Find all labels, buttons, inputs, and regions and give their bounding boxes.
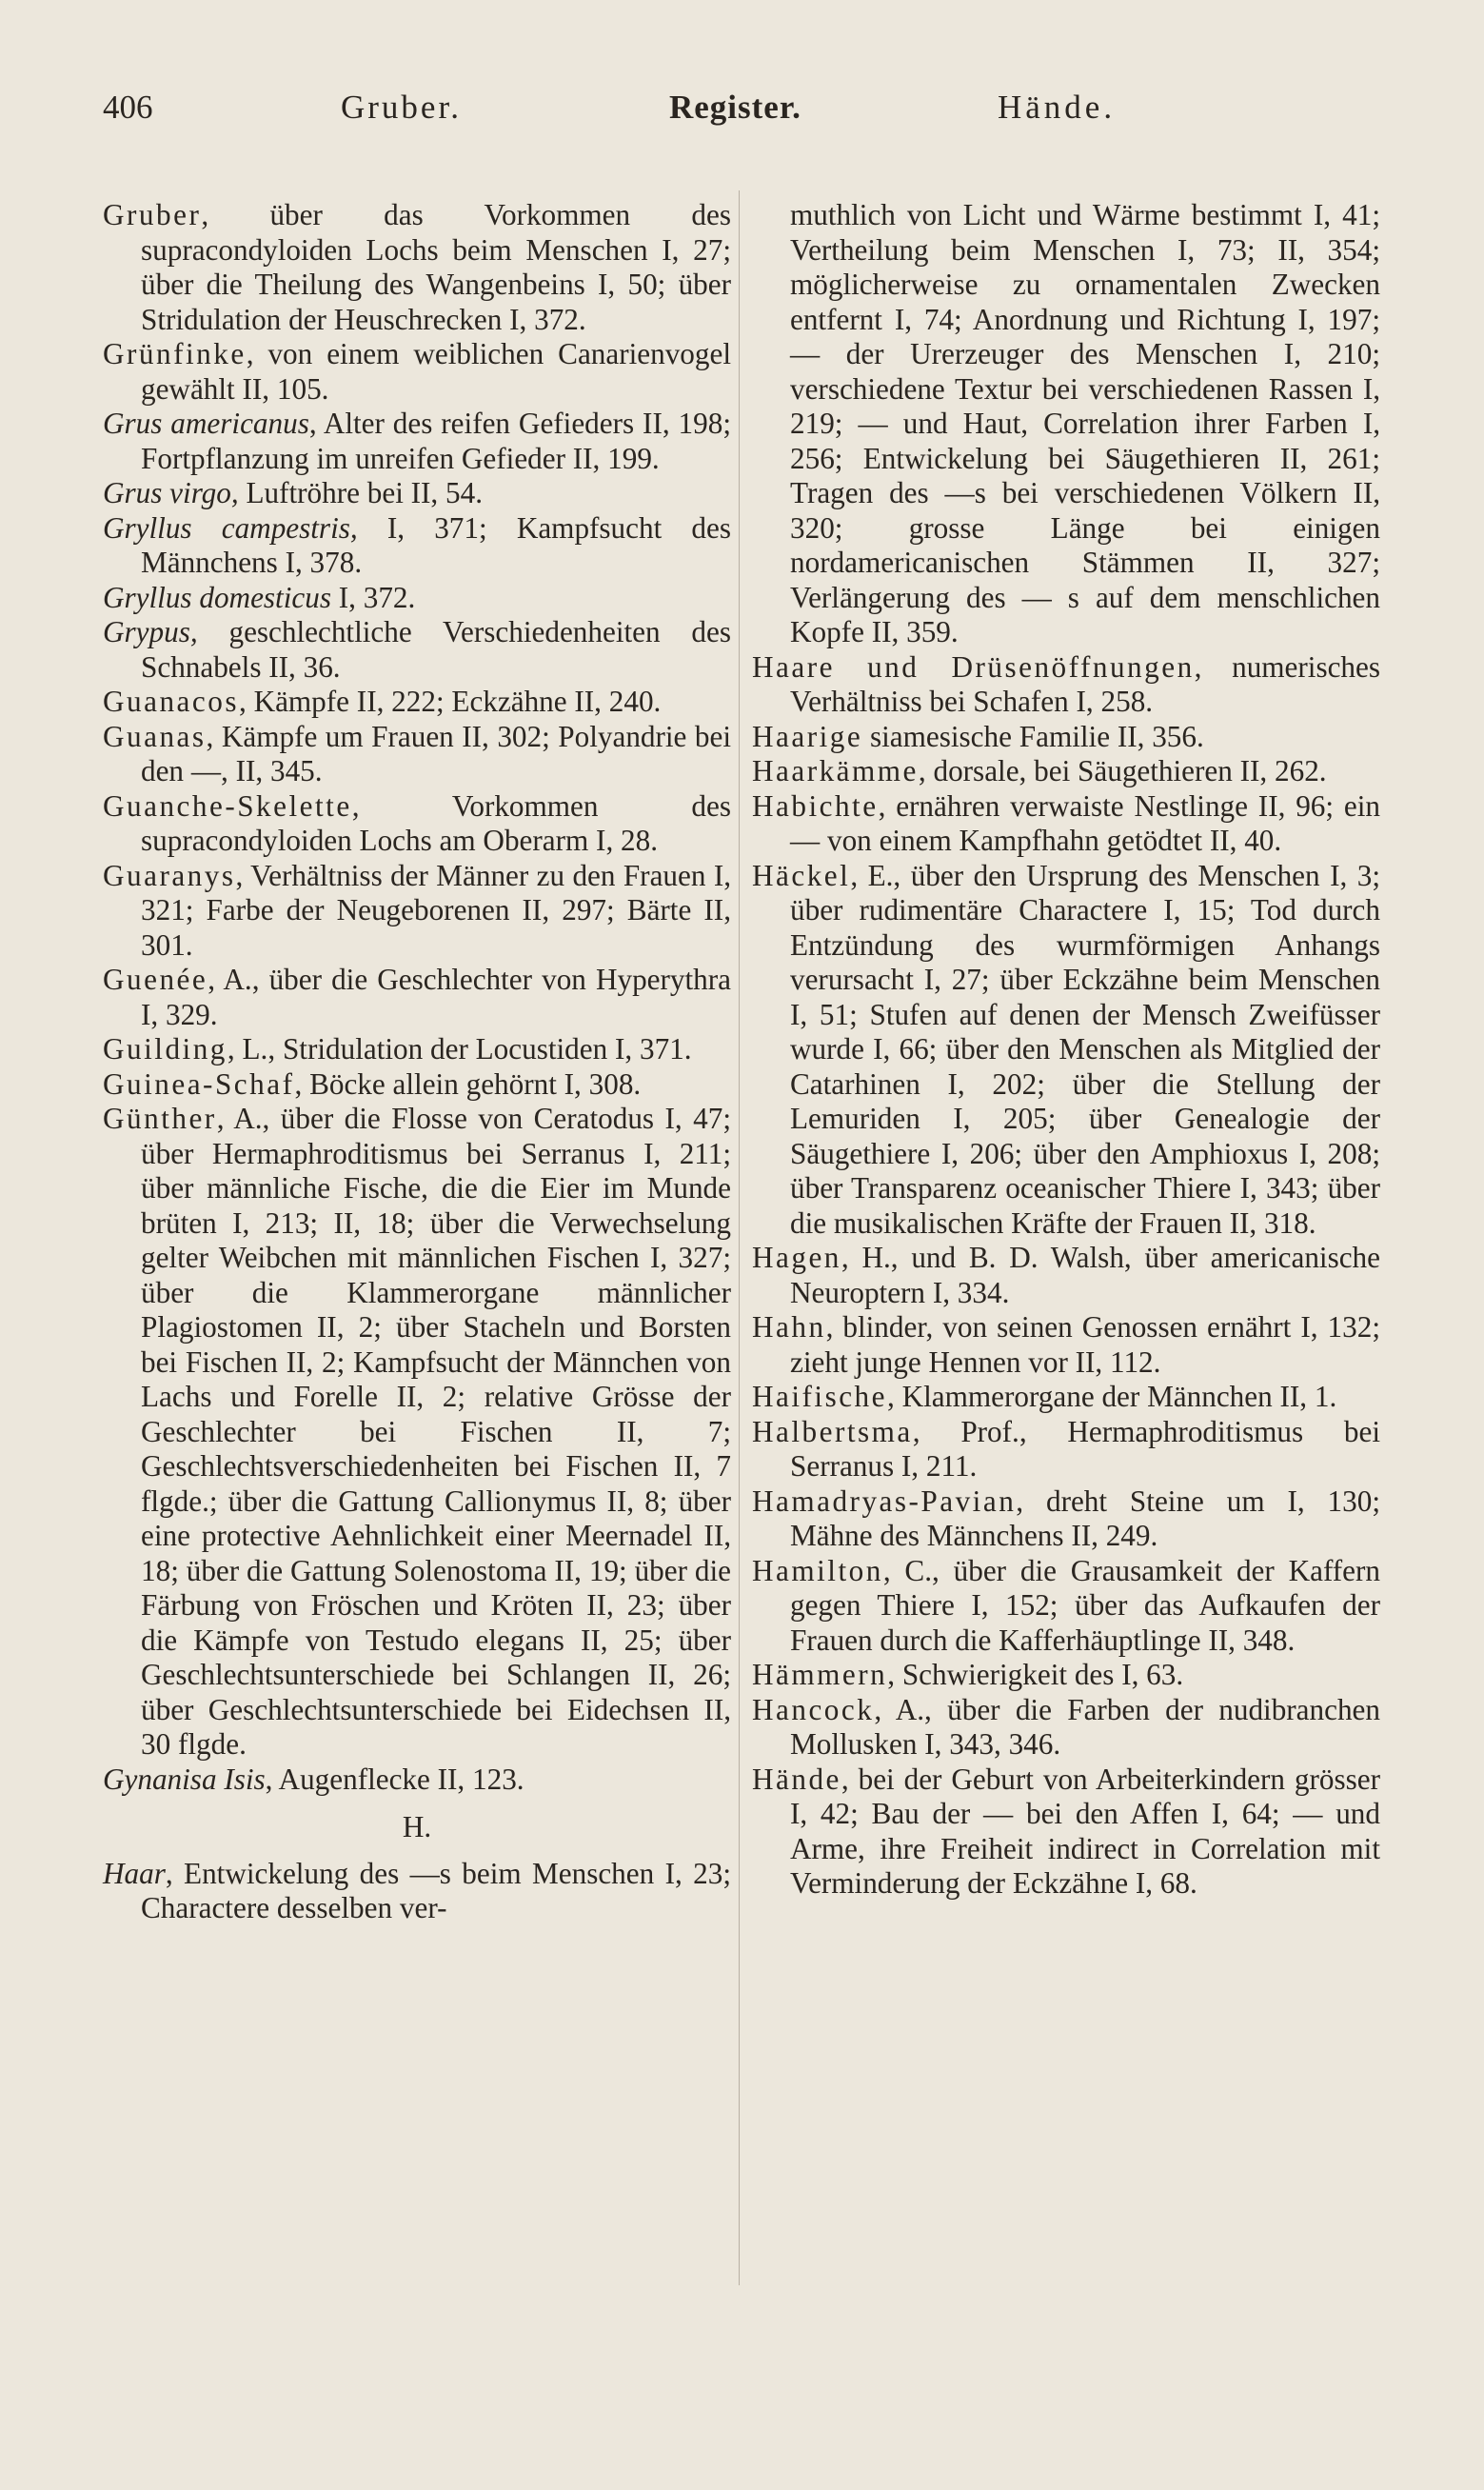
index-entry	[752, 720, 1380, 755]
entry-text: , numerisches Verhältniss bei Schafen I, 258.	[790, 649, 1380, 718]
entry-text: , H., und B. D. Walsh, über americanische Neuroptern I, 334.	[790, 1241, 1380, 1309]
entry-headword: Haar	[103, 1856, 166, 1890]
entry-headword: Haifische	[752, 1380, 887, 1413]
index-entry	[103, 963, 731, 1032]
index-entry	[103, 1032, 731, 1067]
index-entry	[752, 1415, 1380, 1484]
entry-text: , A., über die Geschlechter von Hyperythra I, 329.	[141, 963, 731, 1031]
header-right-term: Hände.	[998, 89, 1117, 126]
index-entry	[103, 337, 731, 407]
entry-text: , von einem weiblichen Canarienvogel gewählt II, 105.	[141, 337, 731, 406]
entry-headword: Grünfinke	[103, 337, 247, 370]
entry-headword: Guanas	[103, 719, 207, 753]
index-entry	[103, 407, 731, 476]
entry-text: , Prof., Hermaphroditismus bei Serranus I, 211.	[790, 1414, 1380, 1483]
entry-text: Luftröhre bei II, 54.	[238, 476, 484, 509]
right-column	[752, 198, 1380, 1902]
index-entry	[103, 685, 731, 720]
index-entry	[103, 511, 731, 581]
entry-headword: Grus virgo,	[103, 476, 239, 509]
entry-text: , L., Stridulation der Locustiden I, 371.	[227, 1032, 692, 1066]
entry-headword: Halbertsma	[752, 1414, 913, 1448]
index-entry	[752, 789, 1380, 859]
entry-text: , Klammerorgane der Männchen II, 1.	[887, 1380, 1337, 1413]
index-entry	[103, 789, 731, 859]
index-entry	[752, 754, 1380, 789]
page-number: 406	[103, 89, 153, 126]
index-entry	[103, 615, 731, 685]
entry-headword: Haarkämme	[752, 754, 919, 787]
entry-text: , Kämpfe um Frauen II, 302; Polyandrie bei den —, II, 345.	[141, 719, 731, 787]
index-entry	[752, 1380, 1380, 1415]
entry-headword: Gryllus domesticus	[103, 580, 331, 614]
entry-headword: Gryllus campestris,	[103, 510, 358, 545]
index-entry	[752, 1763, 1380, 1902]
entry-headword: Hämmern	[752, 1658, 888, 1691]
entry-headword: Guanche-Skelette	[103, 788, 352, 823]
entry-headword: Guanacos	[103, 685, 239, 718]
index-entry	[752, 1554, 1380, 1659]
entry-headword: Hände	[752, 1762, 841, 1796]
entry-headword: Guilding	[103, 1032, 228, 1066]
index-entry	[752, 1310, 1380, 1380]
entry-text: , dreht Steine um I, 130; Mähne des Männchens II, 249.	[790, 1484, 1380, 1552]
entry-headword: Grypus,	[103, 615, 198, 648]
index-entry	[103, 1102, 731, 1763]
entry-headword: Hancock	[752, 1692, 875, 1726]
index-entry	[752, 1241, 1380, 1310]
entry-text: muthlich von Licht und Wärme bestimmt I, 41; Vertheilung beim Menschen I, 73; II, 354; möglicherweise zu ornamentalen Zwecken entfernt I, 74; Anordnung und Richtung I, 197; — der Urerzeuger des Menschen I, 210; verschiedene Textur bei verschiedenen Rassen I, 219; — und Haut, Correlation ihrer Farben I, 256; Entwickelung bei Säugethieren II, 261; Tragen des —s bei verschiedenen Völkern II, 320; grosse Länge bei einigen nordamericanischen Stämmen II, 327; Verlängerung des — s auf dem menschlichen Kopfe II, 359.	[790, 198, 1380, 648]
header-left-term: Gruber.	[341, 89, 462, 126]
index-entry	[103, 859, 731, 964]
entry-headword: Günther	[103, 1102, 217, 1135]
entry-text: , Kämpfe II, 222; Eckzähne II, 240.	[238, 685, 662, 718]
entry-headword: Gynanisa Isis	[103, 1762, 266, 1796]
index-entry	[752, 859, 1380, 1242]
entry-text: , Entwickelung des —s beim Menschen I, 23; Charactere desselben ver-	[141, 1856, 731, 1924]
entry-headword: Hahn	[752, 1310, 826, 1344]
index-entry	[752, 1484, 1380, 1554]
entry-text: , Augenflecke II, 123.	[265, 1762, 524, 1796]
entry-text: geschlechtliche Verschiedenheiten des Schnabels II, 36.	[141, 615, 731, 684]
entry-headword: Hamilton	[752, 1553, 883, 1587]
entry-text: , Böcke allein gehörnt I, 308.	[294, 1066, 642, 1101]
index-entry	[103, 198, 731, 337]
entry-text: siamesische Familie II, 356.	[862, 719, 1204, 753]
entry-headword: Grus americanus	[103, 407, 309, 440]
entry-headword: Gruber	[103, 198, 202, 231]
entry-text: , A., über die Flosse von Ceratodus I, 47; über Hermaphroditismus bei Serranus I, 211; über männliche Fische, die die Eier im Munde brüten I, 213; II, 18; über die Verwechselung gelter Weibchen mit männlichen Fischen I, 327; über die Klammerorgane männlicher Plagiostomen II, 2; über Stacheln und Borsten bei Fischen II, 2; Kampfsucht der Männchen von Lachs und Forelle II, 2; relative Grösse der Geschlechter bei Fischen II, 7; Geschlechtsverschiedenheiten bei Fischen II, 7 flgde.; über die Gattung Callionymus II, 8; über eine protective Aehnlichkeit einer Meernadel II, 18; über die Gattung Solenostoma II, 19; über die Färbung von Fröschen und Kröten II, 23; über die Kämpfe von Testudo elegans II, 25; über Geschlechtsunterschiede bei Schlangen II, 26; über Geschlechtsunterschiede bei Eidechsen II, 30 flgde.	[141, 1102, 731, 1761]
entry-headword: Guaranys	[103, 858, 236, 892]
index-entry	[103, 1763, 731, 1798]
entry-headword: Guenée	[103, 963, 208, 996]
running-header	[103, 84, 1383, 131]
entry-text: , ernähren verwaiste Nestlinge II, 96; ein — von einem Kampfhahn getödtet II, 40.	[790, 788, 1380, 857]
index-entry	[103, 1067, 731, 1103]
index-entry	[752, 1658, 1380, 1693]
column-divider	[739, 190, 740, 2285]
index-entry	[752, 650, 1380, 720]
entry-text: , Schwierigkeit des I, 63.	[887, 1658, 1184, 1691]
entry-headword: Hamadryas-Pavian	[752, 1484, 1017, 1518]
index-entry	[103, 581, 731, 616]
section-letter: H.	[402, 1810, 432, 1843]
entry-headword: Haarige	[752, 719, 863, 753]
entry-text: , Alter des reifen Gefieders II, 198; Fortpflanzung im unreifen Gefieder II, 199.	[141, 407, 731, 475]
entry-text: , Verhältniss der Männer zu den Frauen I, 321; Farbe der Neugeborenen II, 297; Bärte II, 301.	[141, 858, 731, 962]
entry-text: , bei der Geburt von Arbeiterkindern grösser I, 42; Bau der — bei den Affen I, 64; — und Arme, ihre Freiheit indirect in Correlation mit Verminderung der Eckzähne I, 68.	[790, 1762, 1380, 1900]
index-entry	[103, 1857, 731, 1926]
header-title: Register.	[669, 89, 801, 126]
index-entry	[103, 720, 731, 789]
entry-headword: Häckel	[752, 858, 851, 892]
entry-text: I, 372.	[330, 580, 416, 614]
entry-text: , E., über den Ursprung des Menschen I, 3; über rudimentäre Charactere I, 15; Tod durch Entzündung des wurmförmigen Anhangs verursacht I, 27; über Eckzähne beim Menschen I, 51; Stufen auf denen der Mensch Zweifüsser wurde I, 66; über den Menschen als Mitglied der Catarhinen I, 202; über die Stellung der Lemuriden I, 205; über Genealogie der Säugethiere I, 206; über den Amphioxus I, 208; über Transparenz oceanischer Thiere I, 343; über die musikalischen Kräfte der Frauen II, 318.	[790, 858, 1380, 1240]
index-entry	[103, 476, 731, 511]
entry-headword: Habichte	[752, 788, 879, 823]
left-column	[103, 198, 731, 1926]
entry-text: I, 371; Kampfsucht des Männchens I, 378.	[141, 510, 731, 579]
entry-text: , Vorkommen des supracondyloiden Lochs am Oberarm I, 28.	[141, 788, 731, 857]
entry-text: , blinder, von seinen Genossen ernährt I, 132; zieht junge Hennen vor II, 112.	[790, 1310, 1380, 1379]
entry-headword: Haare und Drüsenöffnungen	[752, 649, 1195, 684]
index-entry-continued	[752, 198, 1380, 650]
entry-text: , dorsale, bei Säugethieren II, 262.	[918, 754, 1327, 787]
entry-headword: Hagen	[752, 1241, 841, 1274]
index-entry	[752, 1693, 1380, 1763]
entry-text: , C., über die Grausamkeit der Kaffern gegen Thiere I, 152; über das Aufkaufen der Frauen durch die Kafferhäuptlinge II, 348.	[790, 1553, 1380, 1657]
entry-text: , A., über die Farben der nudibranchen Mollusken I, 343, 346.	[790, 1692, 1380, 1761]
entry-headword: Guinea-Schaf	[103, 1066, 295, 1101]
entry-text: , über das Vorkommen des supracondyloiden Lochs beim Menschen I, 27; über die Theilung des Wangenbeins I, 50; über Stridulation der Heuschrecken I, 372.	[141, 198, 731, 336]
